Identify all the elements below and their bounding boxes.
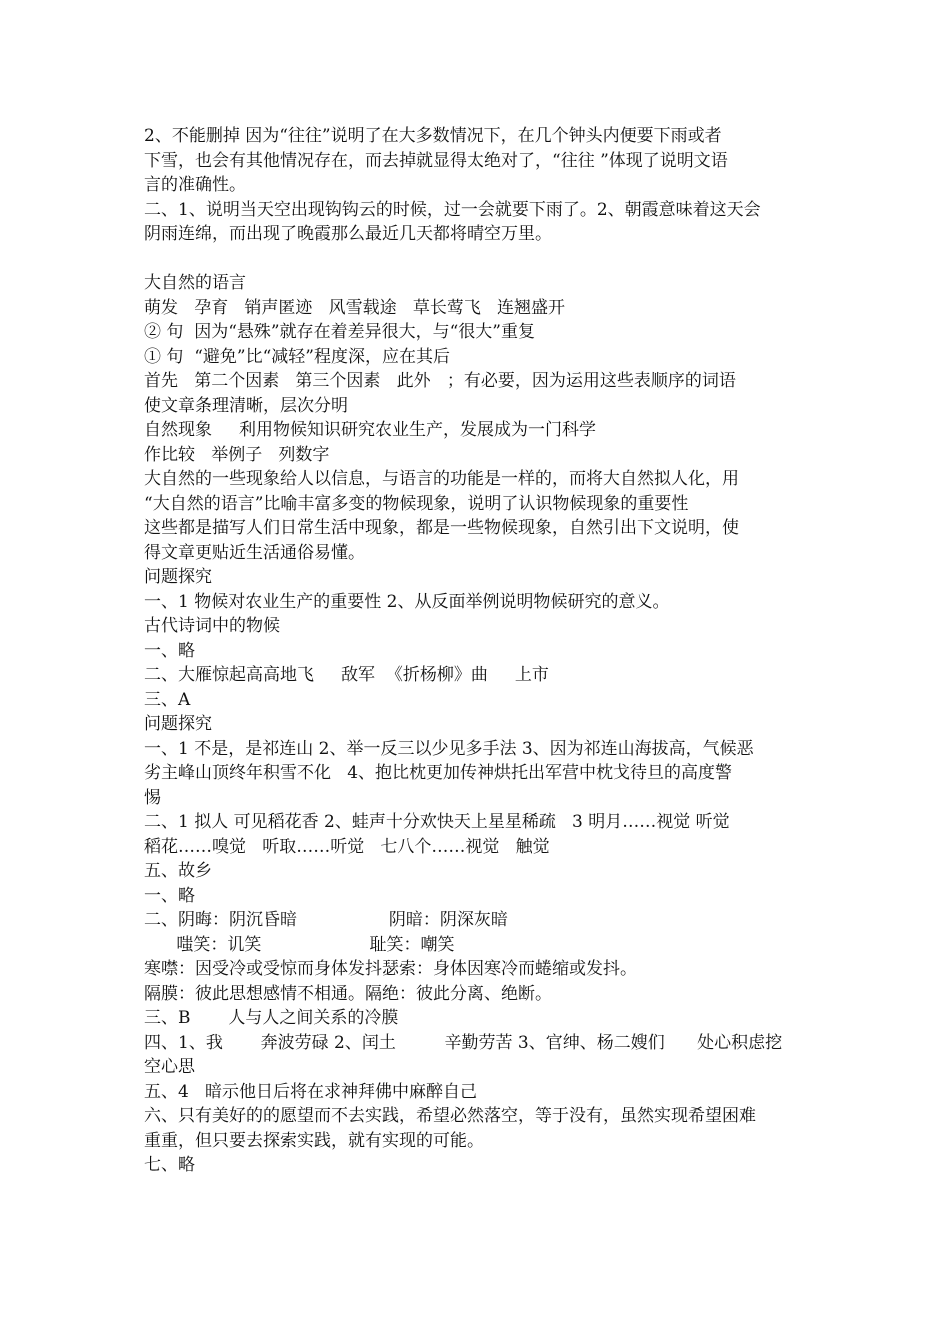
text-line: 七、略 [144,1155,195,1175]
text-line: 一、略 [144,640,195,661]
text-line: 作比较 举例子 列数字 [144,444,330,465]
text-line: 使文章条理清晰，层次分明 [144,395,348,416]
text-line: 萌发 孕育 销声匿迹 风雪载途 草长莺飞 连翘盛开 [144,297,566,318]
text-line: “大自然的语言”比喻丰富多变的物候现象，说明了认识物候现象的重要性 [144,493,689,514]
section-title: 古代诗词中的物候 [144,616,280,636]
text-line: 二、大雁惊起高高地飞 敌军 《折杨柳》曲 上市 [144,665,549,685]
text-line: 大自然的一些现象给人以信息，与语言的功能是一样的，而将大自然拟人化，用 [144,469,739,489]
text-line: ② 句 因为“悬殊”就存在着差异很大，与“很大”重复 [144,322,535,342]
text-line: 二、阴晦：阴沉昏暗 阴暗：阴深灰暗 [144,910,508,930]
text-line: 六、只有美好的的愿望而不去实践，希望必然落空，等于没有，虽然实现希望困难 [144,1106,756,1126]
text-line: 言的准确性。 [144,175,246,195]
text-line: 一、略 [144,885,195,906]
text-line: 三、B 人与人之间关系的冷膜 [144,1008,399,1028]
blank-line [144,247,808,272]
document-page [144,124,808,1178]
section-title: 问题探究 [144,567,212,587]
text-line: 首先 第二个因素 第三个因素 此外 ；有必要，因为运用这些表顺序的词语 [144,371,736,391]
text-line: 2、不能删掉 因为“往往”说明了在大多数情况下，在几个钟头内便要下雨或者 [144,126,722,146]
text-line: 阴雨连绵，而出现了晚霞那么最近几天都将晴空万里。 [144,224,552,244]
text-line: 惕 [144,787,161,808]
text-line: 嗤笑：讥笑 耻笑：嘲笑 [144,934,455,955]
text-line: 稻花……嗅觉 听取……听觉 七八个……视觉 触觉 [144,836,550,857]
section-title: 大自然的语言 [144,273,246,293]
text-line: 五、4 暗示他日后将在求神拜佛中麻醉自己 [144,1081,478,1102]
text-line: 二、1 拟人 可见稻花香 2、蛙声十分欢快天上星星稀疏 3 明月……视觉 听觉 [144,812,730,832]
text-line: 二、1、说明当天空出现钩钩云的时候，过一会就要下雨了。2、朝霞意味着这天会 [144,199,761,220]
text-line: 空心思 [144,1057,195,1077]
text-line: 劣主峰山顶终年积雪不化 4、抱比枕更加传神烘托出军营中枕戈待旦的高度警 [144,763,733,783]
section-title: 问题探究 [144,714,212,734]
text-line: 四、1、我 奔波劳碌 2、闰土 辛勤劳苦 3、官绅、杨二嫂们 处心积虑挖 [144,1032,783,1053]
section-title: 五、故乡 [144,861,212,881]
text-line: 自然现象 利用物候知识研究农业生产，发展成为一门科学 [144,420,597,440]
text-line: 一、1 物候对农业生产的重要性 2、从反面举例说明物候研究的意义。 [144,591,670,612]
text-line: 隔膜：彼此思想感情不相通。隔绝：彼此分离、绝断。 [144,983,552,1004]
text-line: 重重，但只要去探索实践，就有实现的可能。 [144,1130,484,1151]
text-line: 得文章更贴近生活通俗易懂。 [144,542,365,563]
text-line: 一、1 不是，是祁连山 2、举一反三以少见多手法 3、因为祁连山海拔高，气候恶 [144,738,754,759]
text-line: 寒噤：因受冷或受惊而身体发抖瑟索：身体因寒冷而蜷缩或发抖。 [144,959,637,979]
text-line: 这些都是描写人们日常生活中现象，都是一些物候现象，自然引出下文说明，使 [144,518,739,538]
text-line: 三、A [144,689,191,710]
text-line: 下雪，也会有其他情况存在，而去掉就显得太绝对了，“往往 ”体现了说明文语 [144,150,728,171]
text-line: ① 句 “避免”比“减轻”程度深，应在其后 [144,346,450,367]
